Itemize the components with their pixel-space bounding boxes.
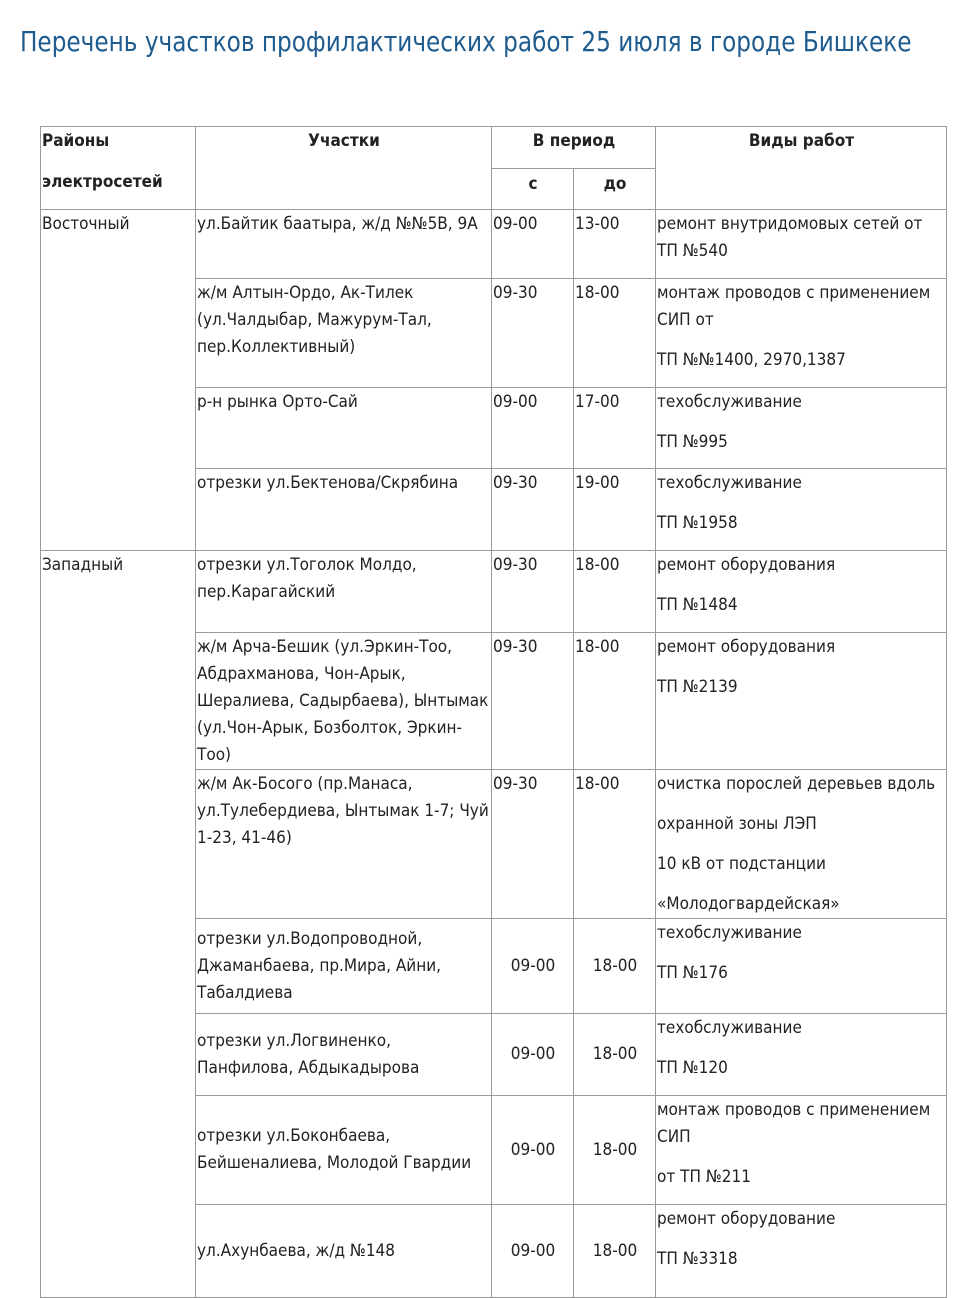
work-line: техобслуживание [657, 1018, 802, 1038]
works-table [40, 126, 947, 1298]
time-to-cell: 18-00 [574, 279, 656, 388]
work-cell [656, 469, 947, 551]
work-line: охранной зоны ЛЭП [657, 814, 817, 834]
time-to-cell: 17-00 [574, 388, 656, 469]
work-cell [656, 919, 947, 1014]
work-cell [656, 388, 947, 469]
work-line: ремонт внутридомовых сетей от ТП №540 [657, 214, 923, 261]
work-cell [656, 551, 947, 633]
work-line: ТП №1484 [657, 595, 738, 615]
site-cell: ж/м Алтын-Ордо, Ак-Тилек (ул.Чалдыбар, Мажурум-Тал, пер.Коллективный) [196, 279, 492, 388]
header-district: Районы электросетей [41, 127, 196, 210]
header-period: В период [492, 127, 656, 169]
header-to: до [574, 169, 656, 210]
time-to-cell: 18-00 [574, 919, 656, 1014]
time-to-cell: 18-00 [574, 770, 656, 919]
work-line: от ТП №211 [657, 1167, 751, 1187]
time-to-cell: 13-00 [574, 210, 656, 279]
work-line: ТП №1958 [657, 513, 738, 533]
work-line: ТП №176 [657, 963, 728, 983]
time-to-cell: 18-00 [574, 633, 656, 770]
header-works: Виды работ [656, 127, 947, 210]
work-line: техобслуживание [657, 923, 802, 943]
site-cell: р-н рынка Орто-Сай [196, 388, 492, 469]
work-line: монтаж проводов с применением СИП [657, 1100, 931, 1147]
time-from-cell: 09-00 [492, 210, 574, 279]
time-to-cell: 18-00 [574, 1096, 656, 1205]
time-from-cell: 09-00 [492, 919, 574, 1014]
time-from-cell: 09-30 [492, 633, 574, 770]
work-line: техобслуживание [657, 392, 802, 412]
site-cell: ж/м Ак-Босого (пр.Манаса, ул.Тулебердиева, Ынтымак 1-7; Чуй 1-23, 41-46) [196, 770, 492, 919]
work-line: ремонт оборудования [657, 555, 836, 575]
work-line: ТП №995 [657, 432, 728, 452]
site-cell: отрезки ул.Тоголок Молдо, пер.Карагайский [196, 551, 492, 633]
work-cell [656, 210, 947, 279]
time-from-cell: 09-00 [492, 1205, 574, 1298]
time-from-cell: 09-30 [492, 770, 574, 919]
work-line: ТП №2139 [657, 677, 738, 697]
work-cell [656, 633, 947, 770]
time-to-cell: 19-00 [574, 469, 656, 551]
work-line: ремонт оборудование [657, 1209, 836, 1229]
time-from-cell: 09-30 [492, 279, 574, 388]
time-from-cell: 09-30 [492, 469, 574, 551]
work-line: ТП №120 [657, 1058, 728, 1078]
district-cell: Восточный [41, 210, 196, 551]
work-line: 10 кВ от подстанции [657, 854, 826, 874]
work-line: техобслуживание [657, 473, 802, 493]
header-sites: Участки [196, 127, 492, 210]
site-cell: ул.Байтик баатыра, ж/д №№5В, 9А [196, 210, 492, 279]
work-line: ремонт оборудования [657, 637, 836, 657]
table-row [41, 551, 947, 633]
work-line: очистка порослей деревьев вдоль [657, 774, 936, 794]
page-title: Перечень участков профилактических работ 25 июля в городе Бишкеке [20, 25, 912, 58]
header-from: с [492, 169, 574, 210]
time-to-cell: 18-00 [574, 1014, 656, 1096]
site-cell: ж/м Арча-Бешик (ул.Эркин-Тоо, Абдрахманова, Чон-Арык, Шералиева, Садырбаева), Ынтымак (ул.Чон-Арык, Бозболток, Эркин-Тоо) [196, 633, 492, 770]
site-cell: отрезки ул.Бектенова/Скрябина [196, 469, 492, 551]
work-line: монтаж проводов с применением СИП от [657, 283, 931, 330]
time-from-cell: 09-00 [492, 388, 574, 469]
time-from-cell: 09-30 [492, 551, 574, 633]
work-line: ТП №3318 [657, 1249, 738, 1269]
work-line: ТП №№1400, 2970,1387 [657, 350, 846, 370]
work-cell [656, 770, 947, 919]
work-cell [656, 1014, 947, 1096]
time-from-cell: 09-00 [492, 1096, 574, 1205]
work-cell [656, 1096, 947, 1205]
table-row [41, 210, 947, 279]
site-cell: отрезки ул.Водопроводной, Джаманбаева, пр.Мира, Айни, Табалдиева [196, 919, 492, 1014]
time-to-cell: 18-00 [574, 551, 656, 633]
site-cell: отрезки ул.Логвиненко, Панфилова, Абдыкадырова [196, 1014, 492, 1096]
time-from-cell: 09-00 [492, 1014, 574, 1096]
work-cell [656, 1205, 947, 1298]
work-line: «Молодогвардейская» [657, 894, 840, 914]
site-cell: отрезки ул.Боконбаева, Бейшеналиева, Молодой Гвардии [196, 1096, 492, 1205]
time-to-cell: 18-00 [574, 1205, 656, 1298]
work-cell [656, 279, 947, 388]
site-cell: ул.Ахунбаева, ж/д №148 [196, 1205, 492, 1298]
district-cell: Западный [41, 551, 196, 1298]
